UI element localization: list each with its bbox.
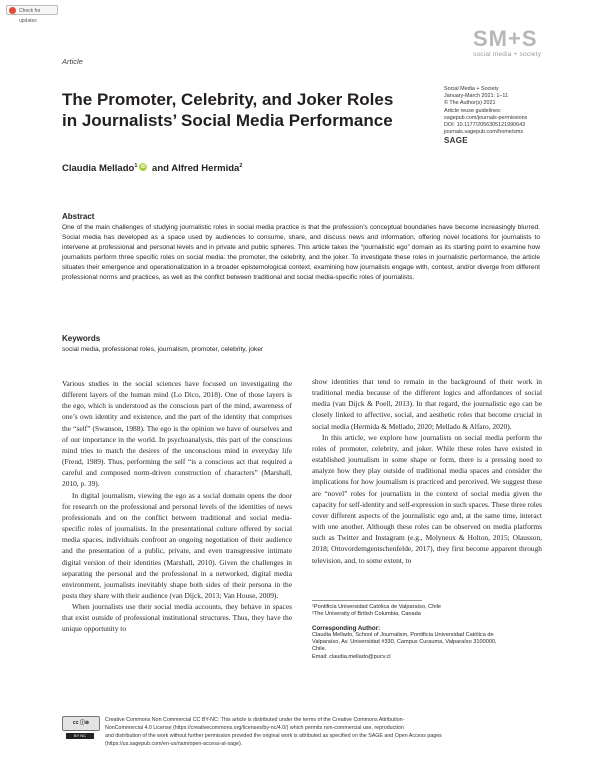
meta-reuse-label: Article reuse guidelines: xyxy=(444,107,502,114)
article-type-label: Article xyxy=(62,57,83,66)
abstract-heading: Abstract xyxy=(62,212,95,221)
badge-label: Check for updates xyxy=(19,8,41,24)
meta-reuse-link[interactable]: sagepub.com/journals-permissions xyxy=(444,114,528,121)
license-line: Creative Commons Non Commercial CC BY-NC: This article is distributed under the terms of the Creative Commons Attribution- xyxy=(105,717,405,723)
keywords-section xyxy=(62,334,540,355)
journal-logo xyxy=(473,28,548,58)
corresponding-author-line: Valparaíso, Av. Universidad #330, Campus Curauma, Valparaíso 3100000, xyxy=(312,639,497,646)
affiliation-1: ¹Pontificia Universidad Católica de Valparaíso, Chile xyxy=(312,604,441,610)
license-line: and distribution of the work without further permission provided the original work is attributed as specified on the SAGE and Open Access pages xyxy=(105,733,442,739)
crossmark-icon xyxy=(9,7,16,14)
orcid-icon[interactable]: iD xyxy=(140,164,146,170)
license-line[interactable]: NonCommercial 4.0 License (https://creativecommons.org/licenses/by-nc/4.0/) which permits non-commercial use, reproduction xyxy=(105,725,404,731)
author-1-name: Claudia Mellado xyxy=(62,163,135,175)
title-line-1: The Promoter, Celebrity, and Joker Roles xyxy=(62,90,394,109)
abstract-text: One of the main challenges of studying journalistic roles in social media practice is that the profession’s conceptual boundaries have become increasingly blurred. Social media has developed as a space used by audiences to consume, share, and discuss news and information, offering novel locations for journalists to intervene at professional and personal levels and in private and public spheres. This article takes the “journalistic ego” domain as its starting point to examine how journalists perform three specific roles on social media: the promoter, the celebrity, and the joker. To investigate these roles in journalistic performance, the article situates their emergence and operationalization in a broader epistemological context, examining how journalists engage with, contest, and/or diverge from different professional norms and practices, as well as the conflict between traditional and social media-specific roles of journalists. xyxy=(62,224,540,281)
body-paragraph: In this article, we explore how journalists on social media perform the roles of promoter, celebrity, and joker. While these roles have existed in established journalism in some shape or form, there is a pressing need to analyze how they play outside of traditional media spaces and consider the implications for how journalism is practiced and perceived. We suggest these are “novel” roles for journalists in the context of social media given the capacity for self-identity and self-expression in such spaces. These three roles cover different aspects of the journalistic ego and, at the same time, interact with one another. Although these roles can be observed on media platforms such as Twitter and Instagram (e.g., Molyneux & Holton, 2015; Olausson, 2018; Ottovordemgentschenfelde, 2017), they first become apparent through television, and, to some extent, to xyxy=(312,432,542,565)
journal-logo-mark: SM+S xyxy=(473,26,538,51)
author-2-name: Alfred Hermida xyxy=(171,163,240,175)
title-line-2: in Journalists’ Social Media Performance xyxy=(62,111,393,130)
meta-journal: Social Media + Society xyxy=(444,86,499,92)
body-column-right xyxy=(312,376,542,566)
body-paragraph: Various studies in the social sciences have focused on investigating the different layers of the human mind (Lo Dico, 2018). One of those layers is the ego, which is understood as the conscious part of the mind, awareness of one’s own identity and existence, and the part of the identity that comprises the “self” (Swanson, 1988). The ego is the opinion we have of ourselves and of our importance in the world. In psychoanalysis, this part of the conscious mind tries to match the desires of the unconscious mind in everyday life (Freud, 1989). Thus, performing the self “is a conscious act that required a careful and composed norm-driven construction of characters” (Marshall, 2010, p. 39). xyxy=(62,379,292,489)
journal-logo-subtitle: social media + society xyxy=(473,51,542,58)
cc-by-nc-tag: BY NC xyxy=(66,733,94,739)
author-2-affiliation-mark: 2 xyxy=(239,163,243,169)
publisher-logo: SAGE xyxy=(444,136,468,146)
body-paragraph: When journalists use their social media accounts, they behave in spaces that exist outside of professional institutional structures. Thus, they have the unique opportunity to xyxy=(62,602,292,634)
corresponding-author-line: Claudia Mellado, School of Journalism, Pontificia Universidad Católica de xyxy=(312,631,494,638)
license-line[interactable]: (https://us.sagepub.com/en-us/nam/open-access-at-sage). xyxy=(105,741,243,747)
keywords-heading: Keywords xyxy=(62,334,101,343)
check-for-updates-badge[interactable] xyxy=(6,5,58,24)
meta-journal-url[interactable]: journals.sagepub.com/home/sms xyxy=(444,129,524,136)
corresponding-author-email[interactable]: Email: claudia.mellado@pucv.cl xyxy=(312,653,391,660)
footnote-divider xyxy=(312,600,422,601)
meta-copyright: © The Author(s) 2021 xyxy=(444,100,496,107)
license-statement xyxy=(105,716,545,748)
corresponding-author-line: Chile. xyxy=(312,646,327,653)
abstract-section xyxy=(62,212,540,283)
keywords-text: social media, professional roles, journalism, promoter, celebrity, joker xyxy=(62,346,264,353)
article-title xyxy=(62,89,432,131)
meta-doi[interactable]: DOI: 10.1177/2056305121990643 xyxy=(444,122,526,129)
affiliations xyxy=(312,604,542,661)
meta-issue: January-March 2021: 1–11 xyxy=(444,93,509,100)
body-paragraph: show identities that tend to remain in the background of their work in traditional media because of the different logics and affordances of social media (van Dijck & Poell, 2013). In that regard, the journalistic ego can be closely linked to affective, social, and aesthetic roles that become crucial in social media (Hermida & Mellado, 2020; Mellado & Alfaro, 2020). xyxy=(312,377,542,431)
affiliation-2: ²The University of British Columbia, Canada xyxy=(312,611,421,618)
author-list xyxy=(62,163,242,174)
journal-metadata xyxy=(444,86,554,145)
body-paragraph: In digital journalism, viewing the ego as a social domain opens the door for research on the professional and personal levels of the identities of news professionals and on the conflict between traditional and social media-specific roles of journalists. In the presentational culture offered by social media spaces, individuals confront an ongoing negotiation of their audience and the presentation of a public, private, and even transgressive intimate digital version of their identities (Marshall, 2010). Given the challenges in separating the personal and the professional in a networked, digital media environment, journalists inevitably shape both sides of their persona in the posts they share with their audience (van Dijck, 2013; Van House, 2009). xyxy=(62,490,292,600)
author-connector: and xyxy=(149,163,172,175)
creative-commons-icon[interactable]: cc ⓘ⊜ xyxy=(62,716,100,731)
body-column-left xyxy=(62,378,292,635)
author-1-affiliation-mark: 1 xyxy=(134,163,138,169)
corresponding-author-heading: Corresponding Author: xyxy=(312,624,381,632)
